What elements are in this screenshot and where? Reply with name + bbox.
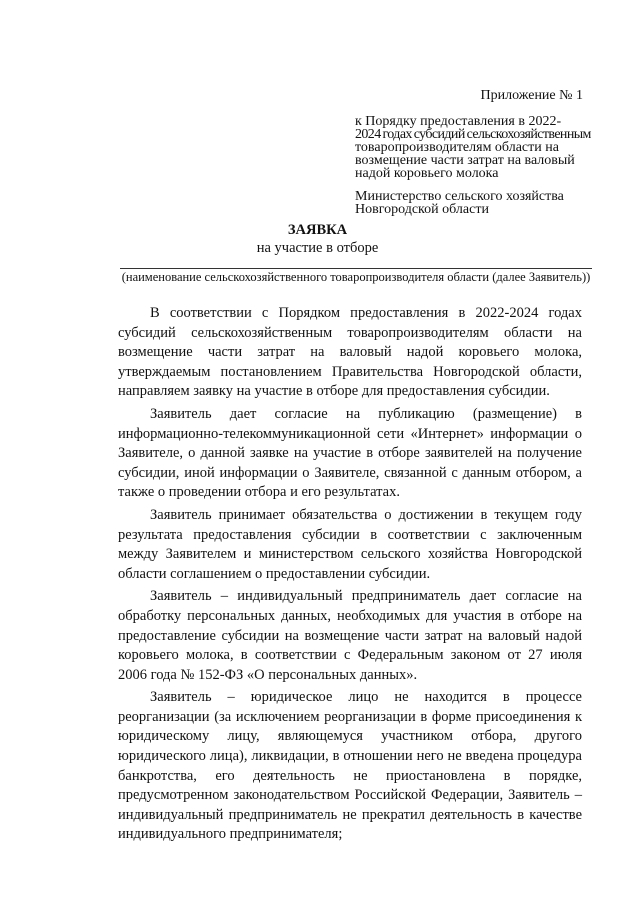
annex-ministry (355, 190, 595, 216)
annex-basis-line: товаропроизводителям области на (355, 140, 559, 155)
annex-basis-line: к Порядку предоставления в 2022- (355, 114, 562, 129)
paragraph: Заявитель принимает обязательства о достижении в текущем году результата предоставления субсидии в соответствии с заключенным между Заявителем и министерством сельского хозяйства Новгородской области соглашением о предоставлении субсидии. (118, 506, 582, 582)
paragraph: Заявитель – юридическое лицо не находится в процессе реорганизации (за исключением реорганизации в форме присоединения к юридическому лицу, являющемуся участником отбора, другого юридического лица), ликвидации, в отношении него не введена процедура банкротства, его деятельность не приостановлена в порядке, предусмотренном законодательством Российской Федерации, Заявитель – индивидуальный предприниматель не прекратил деятельность в качестве индивидуального предпринимателя; (118, 689, 582, 843)
paragraph: В соответствии с Порядком предоставления в 2022-2024 годах субсидий сельскохозяйственным товаропроизводителям области на возмещение части затрат на валовый надой коровьего молока, утверждаемым постановлением Правительства Новгородской области, направляем заявку на участие в отборе для предоставления субсидии. (118, 305, 582, 400)
paragraph: Заявитель дает согласие на публикацию (размещение) в информационно-телекоммуникационной сети «Интернет» информации о Заявителе, о данной заявке на участие в отборе заявителей на получение субсидии, иной информации о Заявителе, связанной с данным отбором, а также о проведении отбора и его результатах. (118, 405, 582, 501)
annex-title: Приложение № 1 (480, 88, 583, 103)
applicant-name-line (120, 268, 592, 269)
annex-basis (355, 115, 595, 180)
document-title: ЗАЯВКА (287, 222, 348, 238)
annex-basis-line: возмещение части затрат на валовый (355, 153, 575, 168)
paragraph: Заявитель – индивидуальный предприниматель дает согласие на обработку персональных данных, необходимых для участия в отборе на предоставление субсидии на возмещение части затрат на валовый надой коровьего молока, в соответствии с Федеральным законом от 27 июля 2006 года № 152-ФЗ «О персональных данных». (118, 588, 582, 683)
annex-block (355, 88, 595, 216)
applicant-caption: (наименование сельскохозяйственного товаропроизводителя области (далее Заявитель)) (121, 270, 591, 284)
annex-basis-line: 2024 годах субсидий сельскохозяйственным (355, 127, 591, 142)
body-text (118, 304, 582, 848)
annex-ministry-line: Новгородской области (355, 202, 489, 217)
annex-basis-line: надой коровьего молока (355, 166, 499, 181)
annex-ministry-line: Министерство сельского хозяйства (355, 189, 564, 204)
document-subtitle: на участие в отборе (256, 240, 379, 256)
